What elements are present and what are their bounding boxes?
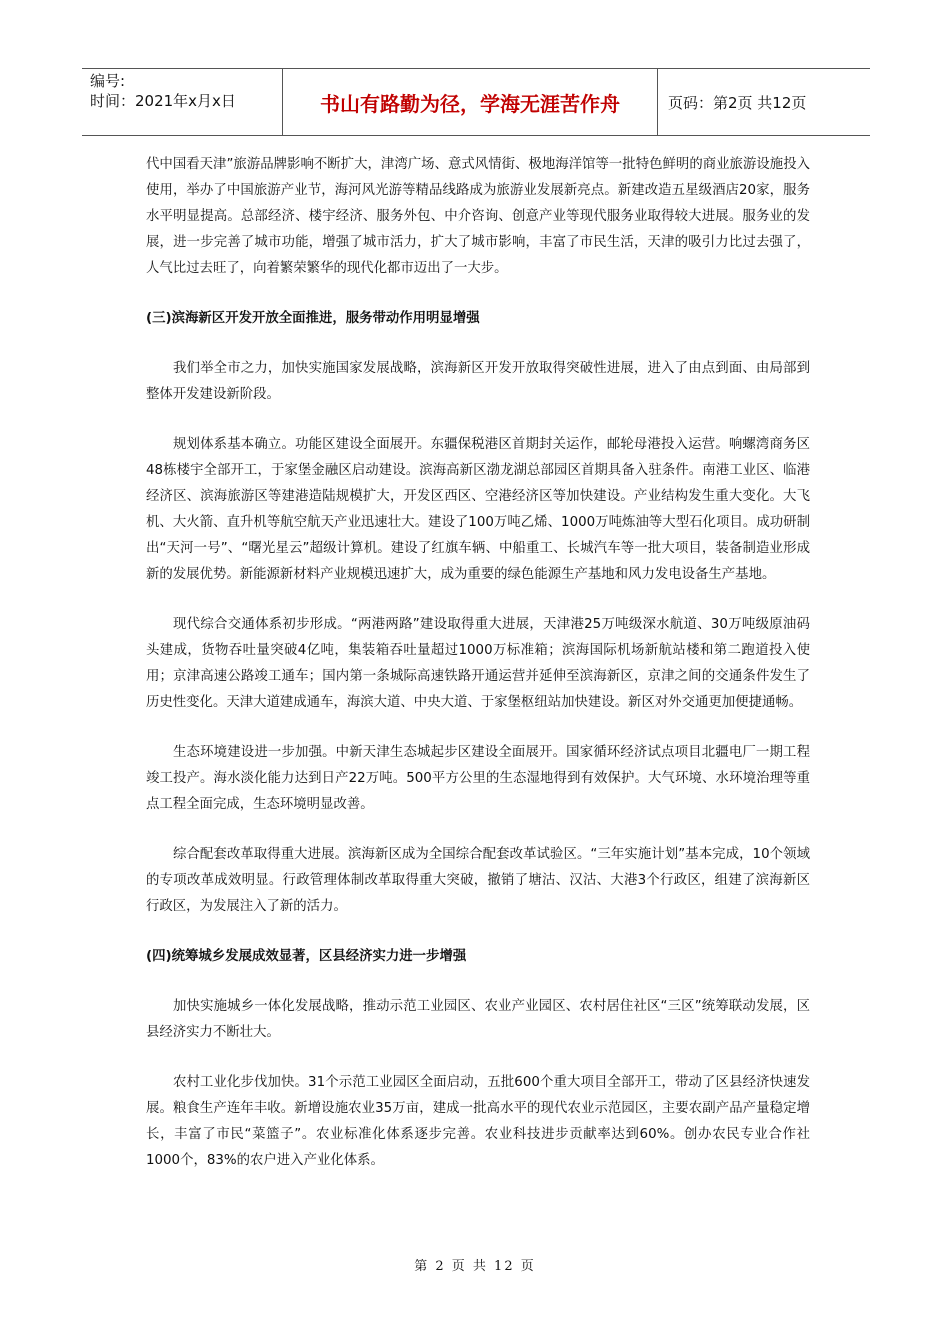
paragraph-tourism-services: 代中国看天津”旅游品牌影响不断扩大，津湾广场、意式风情街、极地海洋馆等一批特色鲜明的商业旅游设施投入使用，举办了中国旅游产业节，海河风光游等精品线路成为旅游业发展新亮点。新建改造五星级酒店20家，服务水平明显提高。总部经济、楼宇经济、服务外包、中介咨询、创意产业等现代服务业取得较大进展。服务业的发展，进一步完善了城市功能，增强了城市活力，扩大了城市影响，丰富了市民生活，天津的吸引力比过去强了，人气比过去旺了，向着繁荣繁华的现代化都市迈出了一大步。 (146, 157, 810, 276)
document-date: 时间：2021年x月x日 (90, 92, 236, 110)
section-heading-urban-rural: (四)统筹城乡发展成效显著，区县经济实力进一步增强 (146, 949, 467, 964)
document-number-label: 编号: (90, 72, 126, 90)
page-header (82, 68, 870, 136)
header-motto: 书山有路勤为径，学海无涯苦作舟 (283, 69, 658, 135)
document-body (146, 152, 810, 1198)
paragraph-rural-industrialization: 农村工业化步伐加快。31个示范工业园区全面启动，五批600个重大项目全部开工，带动了区县经济快速发展。粮食生产连年丰收。新增设施农业35万亩，建成一批高水平的现代农业示范园区，主要农副产品产量稳定增长，丰富了市民“菜篮子”。农业标准化体系逐步完善。农业科技进步贡献率达到60%。创办农民专业合作社1000个，83%的农户进入产业化体系。 (146, 1075, 810, 1168)
paragraph-reform: 综合配套改革取得重大进展。滨海新区成为全国综合配套改革试验区。“三年实施计划”基本完成，10个领域的专项改革成效明显。行政管理体制改革取得重大突破，撤销了塘沽、汉沽、大港3个行政区，组建了滨海新区行政区，为发展注入了新的活力。 (146, 847, 810, 914)
header-meta (82, 69, 283, 135)
paragraph-urban-rural-intro: 加快实施城乡一体化发展战略，推动示范工业园区、农业产业园区、农村居住社区“三区”统筹联动发展，区县经济实力不断壮大。 (146, 999, 810, 1040)
paragraph-planning-system: 规划体系基本确立。功能区建设全面展开。东疆保税港区首期封关运作，邮轮母港投入运营。响螺湾商务区48栋楼宇全部开工，于家堡金融区启动建设。滨海高新区渤龙湖总部园区首期具备入驻条件。南港工业区、临港经济区、滨海旅游区等建港造陆规模扩大，开发区西区、空港经济区等加快建设。产业结构发生重大变化。大飞机、大火箭、直升机等航空航天产业迅速壮大。建设了100万吨乙烯、1000万吨炼油等大型石化项目。成功研制出“天河一号”、“曙光星云”超级计算机。建设了红旗车辆、中船重工、长城汽车等一批大项目，装备制造业形成新的发展优势。新能源新材料产业规模迅速扩大，成为重要的绿色能源生产基地和风力发电设备生产基地。 (146, 437, 810, 582)
header-page-info: 页码：第2页 共12页 (668, 93, 807, 112)
paragraph-ecology: 生态环境建设进一步加强。中新天津生态城起步区建设全面展开。国家循环经济试点项目北疆电厂一期工程竣工投产。海水淡化能力达到日产22万吨。500平方公里的生态湿地得到有效保护。大气环境、水环境治理等重点工程全面完成，生态环境明显改善。 (146, 745, 810, 812)
paragraph-transport-system: 现代综合交通体系初步形成。“两港两路”建设取得重大进展，天津港25万吨级深水航道、30万吨级原油码头建成，货物吞吐量突破4亿吨，集装箱吞吐量超过1000万标准箱；滨海国际机场新航站楼和第二跑道投入使用；京津高速公路竣工通车；国内第一条城际高速铁路开通运营并延伸至滨海新区，京津之间的交通条件发生了历史性变化。天津大道建成通车，海滨大道、中央大道、于家堡枢纽站加快建设。新区对外交通更加便捷通畅。 (146, 617, 810, 710)
paragraph-binhai-intro: 我们举全市之力，加快实施国家发展战略，滨海新区开发开放取得突破性进展，进入了由点到面、由局部到整体开发建设新阶段。 (146, 361, 810, 402)
section-heading-binhai: (三)滨海新区开发开放全面推进，服务带动作用明显增强 (146, 311, 480, 326)
page-footer: 第 2 页 共 12 页 (414, 1259, 536, 1274)
